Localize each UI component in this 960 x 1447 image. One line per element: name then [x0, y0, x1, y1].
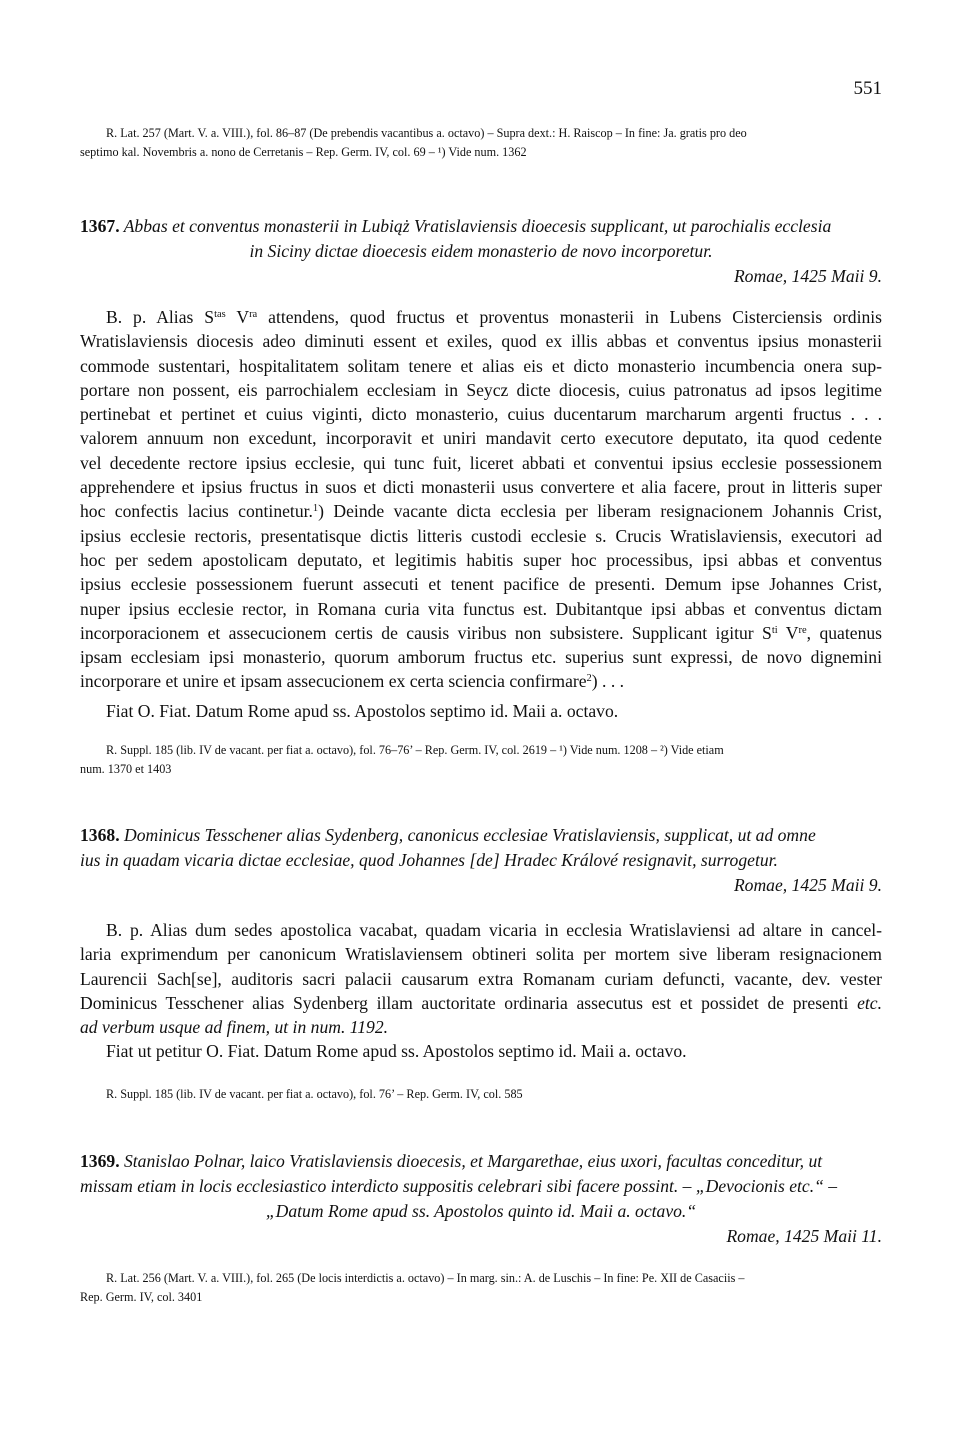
note-line: R. Lat. 256 (Mart. V. a. VIII.), fol. 265 (De locis interdictis a. octavo) – In marg. sin.: A. de Luschis – In fine: Pe. XII de Casaciis – [106, 1271, 745, 1285]
top-note [80, 124, 882, 162]
body-line: ipsam ecclesiam ipsi monasterio, quorum amborum fructus etc. superius sunt expressi, de novo dignemini [80, 647, 882, 668]
entry-date: Romae, 1425 Maii 9. [733, 266, 882, 286]
body-line: ipsius ecclesie rectoris, presentatisque dictis litteris custodi ecclesie s. Crucis Wratislaviensis, executori ad [80, 525, 882, 546]
heading-line: Stanislao Polnar, laico Vratislaviensis dioecesis, et Margarethae, eius uxori, facultas conceditur, ut [124, 1151, 823, 1171]
body-line: Laurencii Sach[se], auditoris sacri palacii causarum extra Romanam curiam defuncti, vacante, dev. vester [80, 968, 882, 989]
heading-line: ius in quadam vicaria dictae ecclesiae, quod Johannes [de] Hradec Králové resignavit, surrogetur. [80, 850, 778, 870]
body-line: incorporare et unire et ipsam assecucionem ex certa sciencia confirmare$^2$) . . . [80, 671, 625, 692]
heading-line: Abbas et conventus monasterii in Lubiąż Vratislaviensis dioecesis supplicant, ut parochialis ecclesia [123, 216, 832, 236]
note-line: R. Suppl. 185 (lib. IV de vacant. per fiat a. octavo), fol. 76’ – Rep. Germ. IV, col. 585 [106, 1087, 523, 1101]
entry-1369-heading [80, 1149, 882, 1249]
heading-line: missam etiam in locis ecclesiastico interdicto suppositis celebrari sibi facere possint. – „Devocionis etc.“ – [80, 1176, 838, 1196]
fiat-line: Fiat ut petitur O. Fiat. Datum Rome apud ss. Apostolos septimo id. Maii a. octavo. [106, 1041, 687, 1062]
body-line: portare non possent, eis parrochialem ecclesiam in Seycz dicte diocesis, cuius patronatus ad ipsos legitime [80, 379, 882, 400]
body-line: incorporacionem et assecucionem certis de causis viribus non subsistere. Supplicant igitur $S^{ti}$ Vre, quatenus [80, 622, 883, 643]
note-line: R. Suppl. 185 (lib. IV de vacant. per fiat a. octavo), fol. 76–76’ – Rep. Germ. IV, col. 2619 – ¹) Vide num. 1208 – ²) Vide etiam [106, 743, 724, 757]
entry-date: Romae, 1425 Maii 11. [726, 1226, 882, 1246]
body-line: nuper ipsius ecclesie rector, in Romana curia vita functus est. Dubitantque ipsi abbas et conventus dictam [80, 598, 882, 619]
body-line: pertinebat et pertinet et cuius viginti, dicto monasterio, cuius ducentarum marcharum argenti fructus . . . [80, 404, 882, 425]
body-line: B. p. Alias dum sedes apostolica vacabat, quadam vicaria in ecclesia Wratislaviensi ad altare in cancel- [106, 920, 882, 940]
entry-1368-body [80, 918, 882, 1064]
body-line-italic: ad verbum usque ad finem, ut in num. 1192. [80, 1017, 389, 1038]
body-line: ipsius ecclesie possessionem fuerunt assecuti et tenent pacifice de presenti. Demum ipse Johannes Crist, [80, 574, 882, 595]
body-line: Wratislaviensis diocesis adeo diminuti essent et exiles, quod ex illis abbas et conventus ipsius monasterii [80, 331, 882, 352]
entry-1367-body [80, 305, 882, 694]
body-etc: etc. [857, 992, 882, 1013]
entry-1368-heading [80, 823, 882, 898]
fiat-line: Fiat O. Fiat. Datum Rome apud ss. Apostolos septimo id. Maii a. octavo. [106, 701, 619, 721]
entry-1367-fiat [80, 699, 882, 723]
top-note-line: septimo kal. Novembris a. nono de Cerretanis – Rep. Germ. IV, col. 69 – ¹) Vide num. 1362 [80, 145, 527, 159]
body-line: hoc per sedem apostolicam deputato, et legitimis habitis super hoc processibus, ipsi abbas et conventus [80, 549, 882, 570]
page-number: 551 [853, 78, 882, 99]
body-line: valorem annuum non excedunt, incorporavit et uniri mandavit certo executore deputato, ita quod cedente [80, 428, 882, 449]
note-line: num. 1370 et 1403 [80, 762, 172, 776]
body-line: vel decedente rectore ipsius ecclesie, qui tunc fuit, liceret abbati et conventui ipsius ecclesie possessionem [80, 452, 882, 473]
entry-1367-heading [80, 214, 882, 289]
body-line: Dominicus Tesschener alias Sydenberg illam auctoritate ordinaria assecutus est et possidet de presenti etc. [80, 992, 882, 1013]
body-line: laria exprimendum per canonicum Wratislaviensem obtineri solita per mortem sive liberam resignacionem [80, 944, 882, 965]
entry-1368-note [80, 1085, 882, 1104]
body-line: B. p. Alias $S^{tas}$ $V^{ra}$ attendens, quod fructus et proventus monasterii in Lubens Cisterciensis ordinis [106, 307, 882, 327]
body-line: hoc confectis lacius continetur.$^1$) Deinde vacante dicta ecclesia per liberam resignacionem Johannis Crist, [80, 501, 882, 522]
note-line: Rep. Germ. IV, col. 3401 [80, 1290, 203, 1304]
heading-line: „Datum Rome apud ss. Apostolos quinto id. Maii a. octavo.“ [265, 1201, 697, 1221]
entry-number: 1367. [80, 216, 120, 236]
entry-number: 1368. [80, 825, 120, 845]
body-line: commode sustentari, hospitalitatem solitam tenere et alias eis et dicto monasterio incumbencia onera sup- [80, 355, 882, 376]
entry-number: 1369. [80, 1151, 120, 1171]
body-line: apprehendere et ipsius fructus in suos et dicti monasterii usus convertere et alia facere, prout in litteris super [80, 477, 882, 498]
heading-line: Dominicus Tesschener alias Sydenberg, canonicus ecclesiae Vratislaviensis, supplicat, ut ad omne [124, 825, 816, 845]
top-note-line: R. Lat. 257 (Mart. V. a. VIII.), fol. 86–87 (De prebendis vacantibus a. octavo) – Supra dext.: H. Raiscop – In fine: Ja. gratis pro deo [106, 126, 747, 140]
heading-line: in Siciny dictae dioecesis eidem monasterio de novo incorporetur. [249, 241, 713, 261]
entry-1367-note [80, 741, 882, 779]
entry-1369-note [80, 1269, 882, 1307]
entry-date: Romae, 1425 Maii 9. [733, 875, 882, 895]
